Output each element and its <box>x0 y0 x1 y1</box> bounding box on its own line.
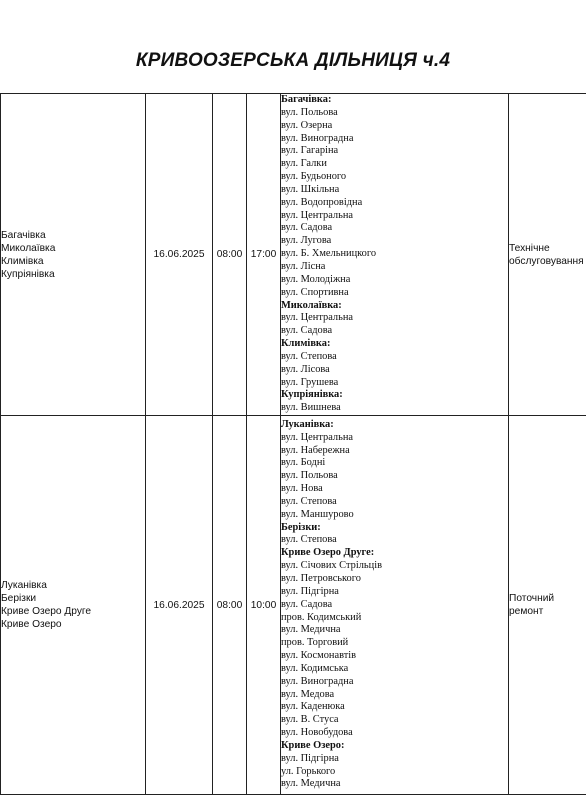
village-heading: Криве Озеро: <box>281 739 345 751</box>
settlement-name: Криве Озеро <box>1 619 62 631</box>
street-item: вул. Лісна <box>281 260 326 272</box>
street-item: вул. Будьоного <box>281 171 347 183</box>
street-item: вул. Гагаріна <box>281 145 339 157</box>
street-item: вул. Садова <box>281 598 333 610</box>
street-item: вул. Спортивна <box>281 286 349 298</box>
village-heading: Миколаївка: <box>281 299 342 311</box>
page-title: КРИВООЗЕРСЬКА ДІЛЬНИЦЯ ч.4 <box>135 50 451 71</box>
date-cell: 16.06.2025 <box>146 94 213 416</box>
street-item: вул. Молодіжна <box>281 273 351 285</box>
village-heading: Берізки: <box>281 521 321 533</box>
table-row <box>1 416 586 795</box>
street-item: вул. Медична <box>281 624 341 636</box>
street-item: вул. В. Стуса <box>281 714 339 726</box>
street-item: вул. Виноградна <box>281 132 354 144</box>
work-type-cell <box>509 94 586 416</box>
settlements-cell <box>1 416 146 795</box>
street-item: вул. Вишнева <box>281 402 341 414</box>
street-item: вул. Маншурово <box>281 508 354 520</box>
street-item: вул. Кодимська <box>281 662 349 674</box>
street-item: вул. Степова <box>281 534 337 546</box>
street-item: пров. Кодимський <box>281 611 362 623</box>
street-item: вул. Грушева <box>281 376 339 388</box>
settlement-name: Берізки <box>1 593 37 605</box>
time-to-cell: 10:00 <box>247 416 281 795</box>
village-heading: Луканівка: <box>281 418 334 430</box>
street-item: вул. Набережна <box>281 444 350 456</box>
street-item: вул. Лісова <box>281 363 330 375</box>
table-row <box>1 94 586 416</box>
street-item: вул. Каденюка <box>281 701 345 713</box>
street-item: вул. Водопровідна <box>281 196 363 208</box>
street-item: вул. Шкільна <box>281 183 340 195</box>
settlement-name: Луканівка <box>1 580 47 592</box>
date-cell: 16.06.2025 <box>146 416 213 795</box>
village-heading: Багачівка: <box>281 94 332 105</box>
street-item: вул. Медова <box>281 688 335 700</box>
street-item: вул. Новобудова <box>281 727 353 739</box>
work-type-label: Поточний ремонт <box>509 593 555 618</box>
street-item: вул. Петровського <box>281 572 361 584</box>
street-item: вул. Польова <box>281 106 338 118</box>
street-item: вул. Степова <box>281 350 337 362</box>
street-item: вул. Центральна <box>281 312 354 324</box>
village-heading: Купріянівка: <box>281 389 343 401</box>
street-item: вул. Степова <box>281 495 337 507</box>
street-item: вул. Бодні <box>281 457 326 469</box>
streets-cell <box>281 94 509 416</box>
street-item: вул. Озерна <box>281 119 333 131</box>
settlement-name: Купріянівка <box>1 268 55 280</box>
street-item: ул. Горького <box>281 765 336 777</box>
time-to-cell: 17:00 <box>247 94 281 416</box>
streets-cell <box>281 416 509 795</box>
street-item: вул. Галки <box>281 158 327 170</box>
street-item: вул. Центральна <box>281 431 354 443</box>
street-item: вул. Польова <box>281 470 338 482</box>
schedule-table <box>0 93 586 795</box>
street-item: вул. Лугова <box>281 235 332 247</box>
street-item: вул. Виноградна <box>281 675 354 687</box>
time-from-cell: 08:00 <box>213 94 247 416</box>
settlement-name: Климівка <box>1 255 44 267</box>
village-heading: Климівка: <box>281 338 331 350</box>
street-item: вул. Підгірна <box>281 752 339 764</box>
settlement-name: Багачівка <box>1 229 46 241</box>
work-type-cell <box>509 416 586 795</box>
street-item: вул. Січових Стрільців <box>281 560 382 572</box>
street-item: вул. Садова <box>281 222 333 234</box>
street-item: вул. Садова <box>281 325 333 337</box>
street-item: вул. Космонавтів <box>281 650 357 662</box>
street-item: пров. Торговий <box>281 637 349 649</box>
settlements-cell <box>1 94 146 416</box>
settlement-name: Миколаївка <box>1 242 56 254</box>
street-item: вул. Підгірна <box>281 585 339 597</box>
street-item: вул. Медична <box>281 778 341 790</box>
street-item: вул. Б. Хмельницкого <box>281 248 377 260</box>
village-heading: Криве Озеро Друге: <box>281 547 375 559</box>
work-type-label: Технічне обслуговування <box>509 242 584 267</box>
time-from-cell: 08:00 <box>213 416 247 795</box>
street-item: вул. Нова <box>281 483 323 495</box>
settlement-name: Криве Озеро Друге <box>1 606 92 618</box>
street-item: вул. Центральна <box>281 209 354 221</box>
